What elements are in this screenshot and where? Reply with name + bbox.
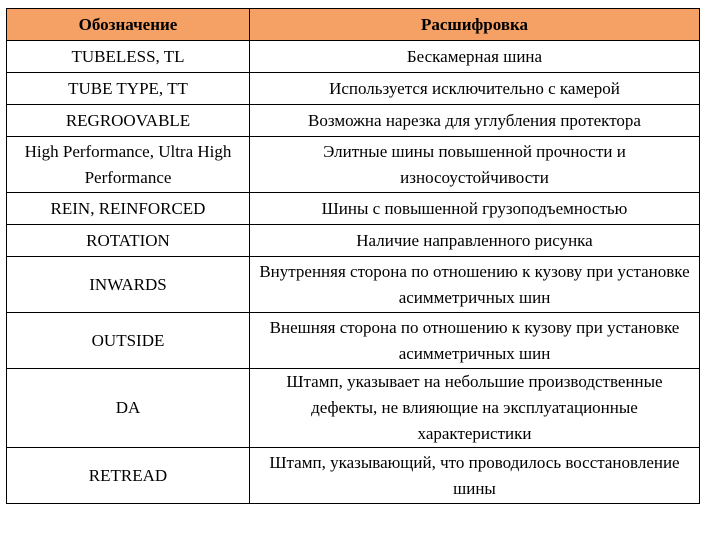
table-row [7,105,700,137]
designation-cell: ROTATION [7,225,250,257]
table-row [7,41,700,73]
table-row [7,137,700,193]
table-row [7,448,700,504]
table-row [7,225,700,257]
column-header-designation: Обозначение [7,9,250,41]
decoding-cell: Внутренняя сторона по отношению к кузову при установке асимметричных шин [250,257,700,313]
designation-cell: High Performance, Ultra High Performance [7,137,250,193]
designation-cell: OUTSIDE [7,313,250,369]
table-row [7,193,700,225]
decoding-cell: Используется исключительно с камерой [250,73,700,105]
designation-cell: TUBELESS, TL [7,41,250,73]
decoding-cell: Внешняя сторона по отношению к кузову при установке асимметричных шин [250,313,700,369]
decoding-cell: Возможна нарезка для углубления протектора [250,105,700,137]
table-row [7,369,700,448]
table-row [7,73,700,105]
table-body [7,41,700,504]
decoding-cell: Штамп, указывает на небольшие производственные дефекты, не влияющие на эксплуатационные характеристики [250,369,700,448]
column-header-decoding: Расшифровка [250,9,700,41]
designation-cell: RETREAD [7,448,250,504]
decoding-cell: Штамп, указывающий, что проводилось восстановление шины [250,448,700,504]
designation-cell: INWARDS [7,257,250,313]
decoding-cell: Шины с повышенной грузоподъемностью [250,193,700,225]
table-header [7,9,700,41]
designation-cell: REIN, REINFORCED [7,193,250,225]
decoding-cell: Бескамерная шина [250,41,700,73]
table-row [7,257,700,313]
tire-markings-table-container [6,8,699,504]
designation-cell: REGROOVABLE [7,105,250,137]
decoding-cell: Наличие направленного рисунка [250,225,700,257]
header-row [7,9,700,41]
tire-markings-table [6,8,700,504]
designation-cell: TUBE TYPE, TT [7,73,250,105]
designation-cell: DA [7,369,250,448]
table-row [7,313,700,369]
decoding-cell: Элитные шины повышенной прочности и износоустойчивости [250,137,700,193]
